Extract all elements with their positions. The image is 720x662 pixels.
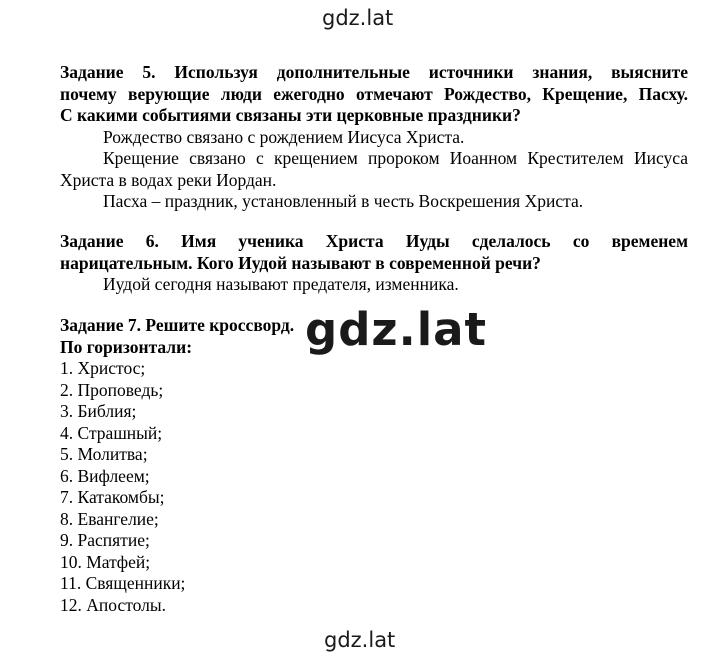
task-6-heading-line-2: нарицательным. Кого Иудой называют в современной речи? <box>60 252 541 273</box>
watermark-bottom: gdz.lat <box>324 628 396 652</box>
list-item: 4. Страшный; <box>60 422 163 443</box>
list-item: 8. Евангелие; <box>60 508 159 529</box>
task-6 <box>60 231 688 296</box>
list-item: 7. Катакомбы; <box>60 487 165 507</box>
watermark-top: gdz.lat <box>322 6 394 30</box>
task-5-heading-line-3: С какими событиями связаны эти церковные праздники? <box>60 105 521 125</box>
task-6-heading-line-1: Задание 6. Имя ученика Христа Иуды сделалось со временем <box>60 231 688 251</box>
task-7-title: Задание 7. Решите кроссворд. <box>60 315 295 335</box>
task-7 <box>60 315 688 616</box>
task-6-answer: Иудой сегодня называют предателя, изменника. <box>103 274 459 294</box>
task-5-heading-line-1: Задание 5. Используя дополнительные источники знания, выясните <box>60 62 688 82</box>
task-5-answer-1: Рождество связано с рождением Иисуса Христа. <box>103 126 465 147</box>
task-5 <box>60 62 688 213</box>
task-5-answer-3: Пасха – праздник, установленный в честь Воскрешения Христа. <box>103 191 584 211</box>
task-5-heading-line-2: почему верующие люди ежегодно отмечают Рождество, Крещение, Пасху. <box>60 83 688 104</box>
list-item: 9. Распятие; <box>60 530 150 550</box>
list-item: 6. Вифлеем; <box>60 465 150 486</box>
task-5-answer-2: Крещение связано с крещением пророком Иоанном Крестителем Иисуса Христа в водах реки Иордан. <box>60 148 688 190</box>
crossword-answers-list <box>60 358 688 616</box>
list-item: 10. Матфей; <box>60 551 151 572</box>
task-7-subtitle: По горизонтали: <box>60 336 193 357</box>
list-item: 5. Молитва; <box>60 444 148 464</box>
list-item: 12. Апостолы. <box>60 594 167 615</box>
list-item: 11. Священники; <box>60 573 186 593</box>
list-item: 2. Проповедь; <box>60 379 164 400</box>
list-item: 3. Библия; <box>60 401 137 421</box>
watermark-middle: gdz.lat <box>305 303 488 356</box>
list-item: 1. Христос; <box>60 358 146 378</box>
